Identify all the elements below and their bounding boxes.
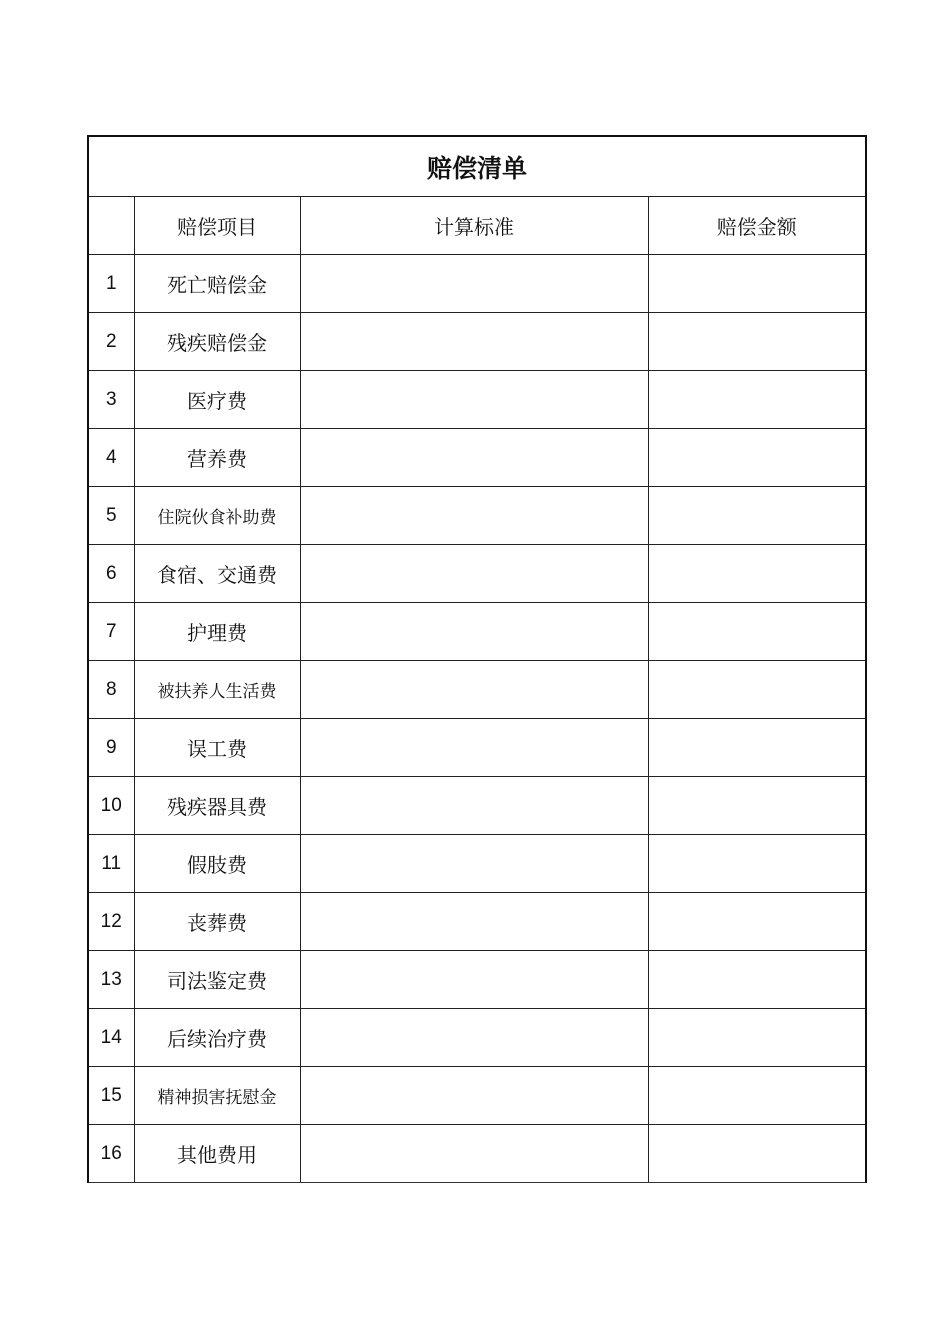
compensation-item: 精神损害抚慰金 — [134, 1067, 300, 1125]
compensation-list-table — [87, 135, 867, 1183]
calculation-basis-cell[interactable] — [300, 835, 648, 893]
row-number: 3 — [88, 371, 134, 429]
calculation-basis-cell[interactable] — [300, 1125, 648, 1183]
compensation-item: 残疾器具费 — [134, 777, 300, 835]
compensation-item: 司法鉴定费 — [134, 951, 300, 1009]
compensation-item: 住院伙食补助费 — [134, 487, 300, 545]
table-row — [88, 719, 866, 777]
compensation-item: 后续治疗费 — [134, 1009, 300, 1067]
document-title: 赔偿清单 — [88, 136, 866, 197]
table-row — [88, 661, 866, 719]
header-no — [88, 197, 134, 255]
table-row — [88, 893, 866, 951]
row-number: 9 — [88, 719, 134, 777]
calculation-basis-cell[interactable] — [300, 777, 648, 835]
compensation-amount-cell[interactable] — [648, 1009, 866, 1067]
calculation-basis-cell[interactable] — [300, 255, 648, 313]
compensation-item: 残疾赔偿金 — [134, 313, 300, 371]
table-row — [88, 777, 866, 835]
calculation-basis-cell[interactable] — [300, 545, 648, 603]
compensation-amount-cell[interactable] — [648, 1067, 866, 1125]
calculation-basis-cell[interactable] — [300, 951, 648, 1009]
compensation-item: 死亡赔偿金 — [134, 255, 300, 313]
table-row — [88, 487, 866, 545]
table-row — [88, 371, 866, 429]
row-number: 10 — [88, 777, 134, 835]
table-row — [88, 313, 866, 371]
compensation-item: 护理费 — [134, 603, 300, 661]
header-amount: 赔偿金额 — [648, 197, 866, 255]
compensation-amount-cell[interactable] — [648, 1125, 866, 1183]
row-number: 16 — [88, 1125, 134, 1183]
row-number: 5 — [88, 487, 134, 545]
compensation-amount-cell[interactable] — [648, 893, 866, 951]
compensation-amount-cell[interactable] — [648, 719, 866, 777]
row-number: 7 — [88, 603, 134, 661]
table-row — [88, 1009, 866, 1067]
table-row — [88, 1125, 866, 1183]
table-row — [88, 603, 866, 661]
calculation-basis-cell[interactable] — [300, 1067, 648, 1125]
table-row — [88, 545, 866, 603]
row-number: 14 — [88, 1009, 134, 1067]
compensation-item: 被扶养人生活费 — [134, 661, 300, 719]
calculation-basis-cell[interactable] — [300, 893, 648, 951]
row-number: 8 — [88, 661, 134, 719]
calculation-basis-cell[interactable] — [300, 487, 648, 545]
table-row — [88, 429, 866, 487]
header-basis: 计算标准 — [300, 197, 648, 255]
calculation-basis-cell[interactable] — [300, 603, 648, 661]
compensation-amount-cell[interactable] — [648, 835, 866, 893]
table-row — [88, 951, 866, 1009]
compensation-item: 丧葬费 — [134, 893, 300, 951]
compensation-amount-cell[interactable] — [648, 371, 866, 429]
compensation-amount-cell[interactable] — [648, 603, 866, 661]
calculation-basis-cell[interactable] — [300, 313, 648, 371]
compensation-amount-cell[interactable] — [648, 429, 866, 487]
calculation-basis-cell[interactable] — [300, 719, 648, 777]
row-number: 6 — [88, 545, 134, 603]
compensation-item: 营养费 — [134, 429, 300, 487]
compensation-amount-cell[interactable] — [648, 255, 866, 313]
compensation-amount-cell[interactable] — [648, 487, 866, 545]
compensation-item: 食宿、交通费 — [134, 545, 300, 603]
compensation-amount-cell[interactable] — [648, 951, 866, 1009]
row-number: 13 — [88, 951, 134, 1009]
table-row — [88, 255, 866, 313]
table-row — [88, 1067, 866, 1125]
row-number: 11 — [88, 835, 134, 893]
title-row — [88, 136, 866, 197]
row-number: 12 — [88, 893, 134, 951]
compensation-amount-cell[interactable] — [648, 545, 866, 603]
row-number: 2 — [88, 313, 134, 371]
table-body — [88, 136, 866, 1183]
header-row — [88, 197, 866, 255]
compensation-amount-cell[interactable] — [648, 661, 866, 719]
row-number: 1 — [88, 255, 134, 313]
calculation-basis-cell[interactable] — [300, 429, 648, 487]
table-row — [88, 835, 866, 893]
header-item: 赔偿项目 — [134, 197, 300, 255]
compensation-item: 假肢费 — [134, 835, 300, 893]
row-number: 15 — [88, 1067, 134, 1125]
compensation-item: 医疗费 — [134, 371, 300, 429]
row-number: 4 — [88, 429, 134, 487]
calculation-basis-cell[interactable] — [300, 661, 648, 719]
calculation-basis-cell[interactable] — [300, 1009, 648, 1067]
compensation-amount-cell[interactable] — [648, 313, 866, 371]
compensation-item: 其他费用 — [134, 1125, 300, 1183]
compensation-amount-cell[interactable] — [648, 777, 866, 835]
compensation-item: 误工费 — [134, 719, 300, 777]
calculation-basis-cell[interactable] — [300, 371, 648, 429]
